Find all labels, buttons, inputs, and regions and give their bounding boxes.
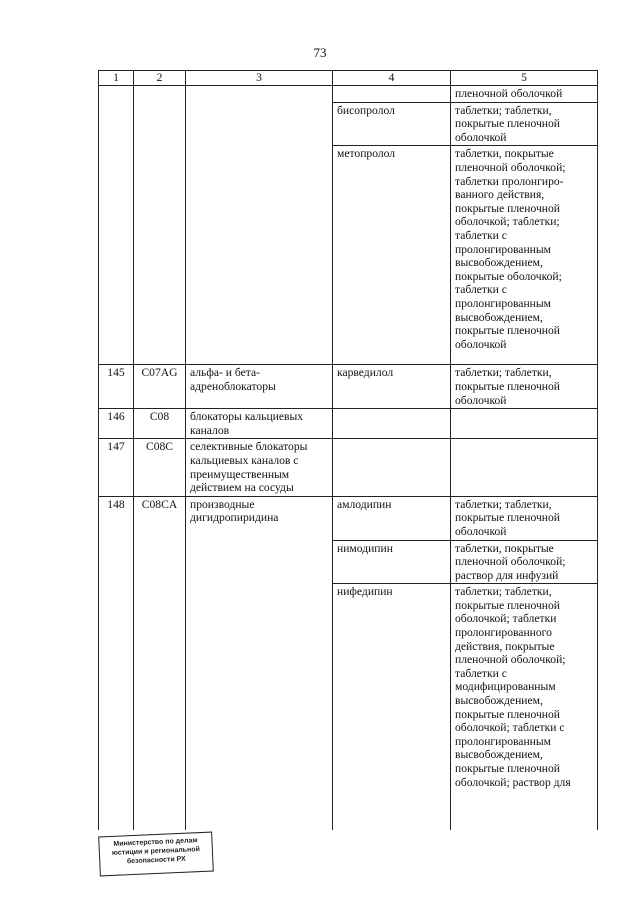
code-cell: C08C — [134, 439, 186, 496]
drug-cell: метопролол — [333, 146, 451, 365]
drug-cell — [333, 86, 451, 103]
group-cell — [186, 86, 333, 365]
table-row — [99, 86, 598, 103]
ministry-stamp — [98, 832, 214, 877]
group-cell: производные дигидропиридина — [186, 496, 333, 830]
forms-cell: пленочной оболочкой — [451, 86, 598, 103]
num-cell: 146 — [99, 409, 134, 439]
header-cell: 3 — [186, 71, 333, 86]
forms-cell: таблетки; таблетки, покрытые пленочной оболочкой — [451, 496, 598, 540]
forms-cell: таблетки; таблетки, покрытые пленочной оболочкой — [451, 102, 598, 146]
stamp-line: Министерство по делам — [113, 837, 198, 848]
num-cell: 148 — [99, 496, 134, 830]
medicines-table — [98, 70, 598, 830]
num-cell: 147 — [99, 439, 134, 496]
code-cell: C08 — [134, 409, 186, 439]
stamp-line: юстиции и региональной — [111, 846, 200, 857]
forms-cell — [451, 409, 598, 439]
header-cell: 2 — [134, 71, 186, 86]
group-cell: альфа- и бета-адреноблокаторы — [186, 365, 333, 409]
table-row — [99, 365, 598, 409]
page-number: 73 — [313, 45, 327, 60]
table-row — [99, 409, 598, 439]
code-cell: C07AG — [134, 365, 186, 409]
header-row — [99, 71, 598, 86]
stamp-line: безопасности РХ — [126, 855, 186, 866]
group-cell: блокаторы кальциевых каналов — [186, 409, 333, 439]
header-cell: 1 — [99, 71, 134, 86]
drug-cell: нимодипин — [333, 540, 451, 584]
forms-cell: таблетки, покрытые пленочной оболочкой; раствор для инфузий — [451, 540, 598, 584]
num-cell — [99, 86, 134, 365]
drug-cell — [333, 409, 451, 439]
table-row — [99, 439, 598, 496]
num-cell: 145 — [99, 365, 134, 409]
drug-cell — [333, 439, 451, 496]
forms-cell: таблетки; таблетки, покрытые пленочной оболочкой — [451, 365, 598, 409]
drug-cell: нифедипин — [333, 584, 451, 831]
drug-cell: бисопролол — [333, 102, 451, 146]
drug-cell: амлодипин — [333, 496, 451, 540]
drug-cell: карведилол — [333, 365, 451, 409]
header-cell: 5 — [451, 71, 598, 86]
forms-cell: таблетки, покрытые пленочной оболочкой; таблетки пролонгиро-ванного действия, покрытые пленочной оболочкой; таблетки; таблетки с пролонгированным высвобождением, покрытые оболочкой; таблетки с пролонгированным высвобождением, покрытые пленочной оболочкой — [451, 146, 598, 365]
code-cell: C08CA — [134, 496, 186, 830]
table-row — [99, 496, 598, 540]
forms-cell — [451, 439, 598, 496]
header-cell: 4 — [333, 71, 451, 86]
group-cell: селективные блокаторы кальциевых каналов с преимущественным действием на сосуды — [186, 439, 333, 496]
forms-cell: таблетки; таблетки, покрытые пленочной оболочкой; таблетки пролонгированного действия, покрытые пленочной оболочкой; таблетки с модифицированным высвобождением, покрытые пленочной оболочкой; таблетки с пролонгированным высвобождением, покрытые пленочной оболочкой; раствор для — [451, 584, 598, 831]
code-cell — [134, 86, 186, 365]
